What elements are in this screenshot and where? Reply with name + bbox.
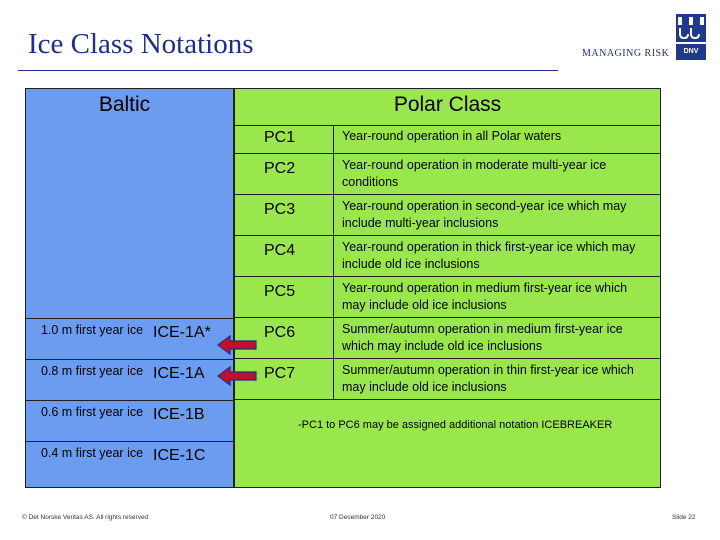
footer-copyright: © Det Norske Veritas AS. All rights reserved [22,514,149,521]
polar-row-divider [234,358,661,359]
polar-class-description: Year-round operation in thick first-year ice which may include old ice inclusions [342,240,636,271]
polar-class-code: PC1 [264,129,296,146]
slide-number: Slide 22 [672,514,696,521]
polar-row-divider [234,153,661,154]
polar-class-code: PC7 [264,365,296,382]
baltic-rows [25,318,234,482]
polar-class-description: Summer/autumn operation in medium first-year ice which may include old ice inclusions [342,322,623,353]
baltic-title: Baltic [98,93,151,116]
polar-class-code: PC6 [264,324,296,341]
icebreaker-note: -PC1 to PC6 may be assigned additional notation ICEBREAKER [298,419,613,431]
polar-class-code: PC5 [264,283,296,300]
baltic-row [25,359,234,400]
managing-risk-tagline: MANAGING RISK [582,48,670,59]
baltic-row [25,400,234,441]
polar-row-divider [234,399,661,400]
baltic-row [25,318,234,359]
polar-class-description: Year-round operation in medium first-year ice which may include old ice inclusions [342,281,628,312]
arrow-left-icon [216,365,258,387]
polar-row-divider [234,235,661,236]
baltic-ice-class: ICE-1A* [153,324,211,341]
polar-row-divider [234,194,661,195]
footer-date: 07 December 2020 [330,514,386,521]
arrow-left-icon [216,334,258,356]
baltic-ice-thickness: 1.0 m first year ice [40,323,144,337]
polar-class-description: Year-round operation in second-year ice which may include multi-year inclusions [342,199,627,230]
polar-class-title: Polar Class [393,93,502,116]
polar-class-code: PC3 [264,201,296,218]
polar-row-divider [234,125,661,126]
title-underline [18,70,558,71]
baltic-ice-class: ICE-1B [153,406,205,423]
polar-class-description: Year-round operation in all Polar waters [342,129,562,143]
slide-title: Ice Class Notations [28,28,254,60]
polar-class-description: Summer/autumn operation in thin first-year ice which may include old ice inclusions [342,363,634,394]
baltic-ice-thickness: 0.6 m first year ice [40,405,144,419]
polar-class-code: PC2 [264,160,296,177]
polar-class-description: Year-round operation in moderate multi-year ice conditions [342,158,607,189]
dnv-logo-text: DNV [676,44,706,60]
baltic-ice-thickness: 0.8 m first year ice [40,364,144,378]
polar-class-code: PC4 [264,242,296,259]
baltic-ice-class: ICE-1A [153,365,205,382]
baltic-ice-class: ICE-1C [153,447,206,464]
baltic-row [25,441,234,482]
baltic-ice-thickness: 0.4 m first year ice [40,446,144,460]
dnv-logo-icon [676,14,706,42]
polar-row-divider [234,317,661,318]
polar-row-divider [234,276,661,277]
